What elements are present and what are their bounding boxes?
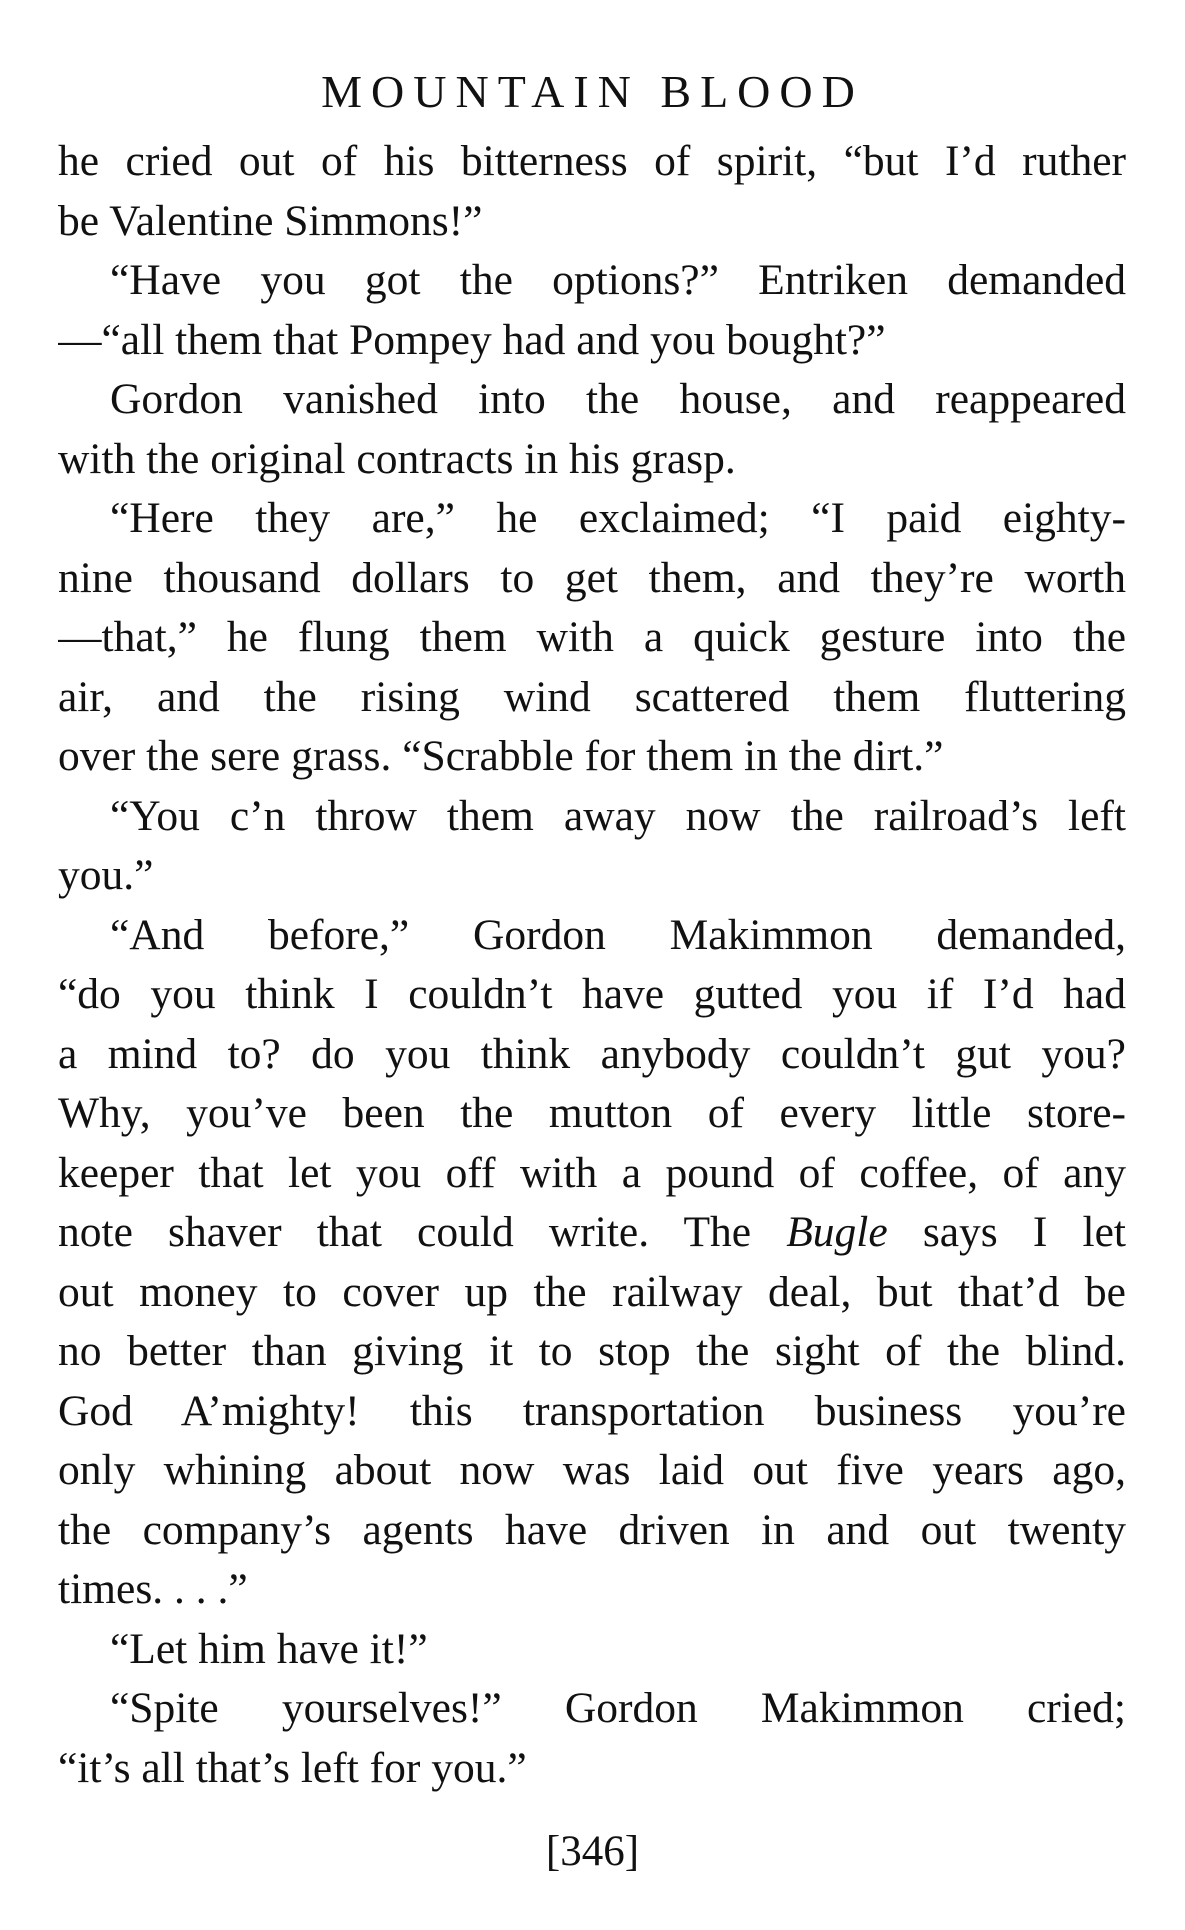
text-line-19-end: says I let bbox=[887, 1208, 1126, 1256]
text-line-12: “You c’n throw them away now the railroad’s left bbox=[110, 791, 1126, 840]
running-head-title: MOUNTAIN BLOOD bbox=[321, 66, 864, 117]
text-line-19 bbox=[58, 1203, 1126, 1263]
text-line-22: God A’mighty! this transportation business you’re bbox=[58, 1386, 1126, 1435]
text-line-18: keeper that let you off with a pound of coffee, of any bbox=[58, 1148, 1126, 1197]
text-line-8: nine thousand dollars to get them, and they’re worth bbox=[58, 553, 1126, 602]
text-line-20: out money to cover up the railway deal, but that’d be bbox=[58, 1267, 1126, 1316]
text-line-7: “Here they are,” he exclaimed; “I paid eighty- bbox=[110, 494, 1126, 542]
text-line-19-start: note shaver that could write. The bbox=[58, 1208, 787, 1256]
text-line-14: “And before,” Gordon Makimmon demanded, bbox=[110, 910, 1126, 959]
body-text bbox=[58, 132, 1126, 1798]
text-line-24: the company’s agents have driven in and out twenty bbox=[58, 1505, 1126, 1554]
text-line-23: only whining about now was laid out five years ago, bbox=[58, 1446, 1126, 1494]
text-line-28: “it’s all that’s left for you.” bbox=[58, 1743, 527, 1792]
text-line-16: a mind to? do you think anybody couldn’t gut you? bbox=[58, 1029, 1126, 1078]
text-line-13: you.” bbox=[58, 851, 154, 899]
text-line-25: times. . . .” bbox=[58, 1565, 248, 1613]
text-line-6: with the original contracts in his grasp. bbox=[58, 434, 736, 483]
page-number: [346] bbox=[545, 1828, 640, 1875]
text-line-17: Why, you’ve been the mutton of every little store- bbox=[58, 1089, 1126, 1137]
text-line-27: “Spite yourselves!” Gordon Makimmon cried; bbox=[110, 1684, 1126, 1732]
text-line-9: —that,” he flung them with a quick gesture into the bbox=[58, 613, 1126, 661]
text-line-3: “Have you got the options?” Entriken demanded bbox=[110, 256, 1126, 304]
text-line-2: be Valentine Simmons!” bbox=[58, 196, 483, 245]
text-line-10: air, and the rising wind scattered them fluttering bbox=[58, 672, 1126, 721]
text-line-5: Gordon vanished into the house, and reappeared bbox=[110, 375, 1126, 423]
text-line-26: “Let him have it!” bbox=[110, 1624, 428, 1673]
text-line-21: no better than giving it to stop the sight of the blind. bbox=[58, 1327, 1126, 1375]
text-line-11: over the sere grass. “Scrabble for them in the dirt.” bbox=[58, 732, 944, 780]
text-line-1: he cried out of his bitterness of spirit, “but I’d ruther bbox=[58, 137, 1126, 185]
text-line-15: “do you think I couldn’t have gutted you if I’d had bbox=[58, 970, 1126, 1018]
text-line-4: —“all them that Pompey had and you bought?” bbox=[58, 315, 886, 364]
newspaper-title-bugle: Bugle bbox=[786, 1208, 888, 1256]
